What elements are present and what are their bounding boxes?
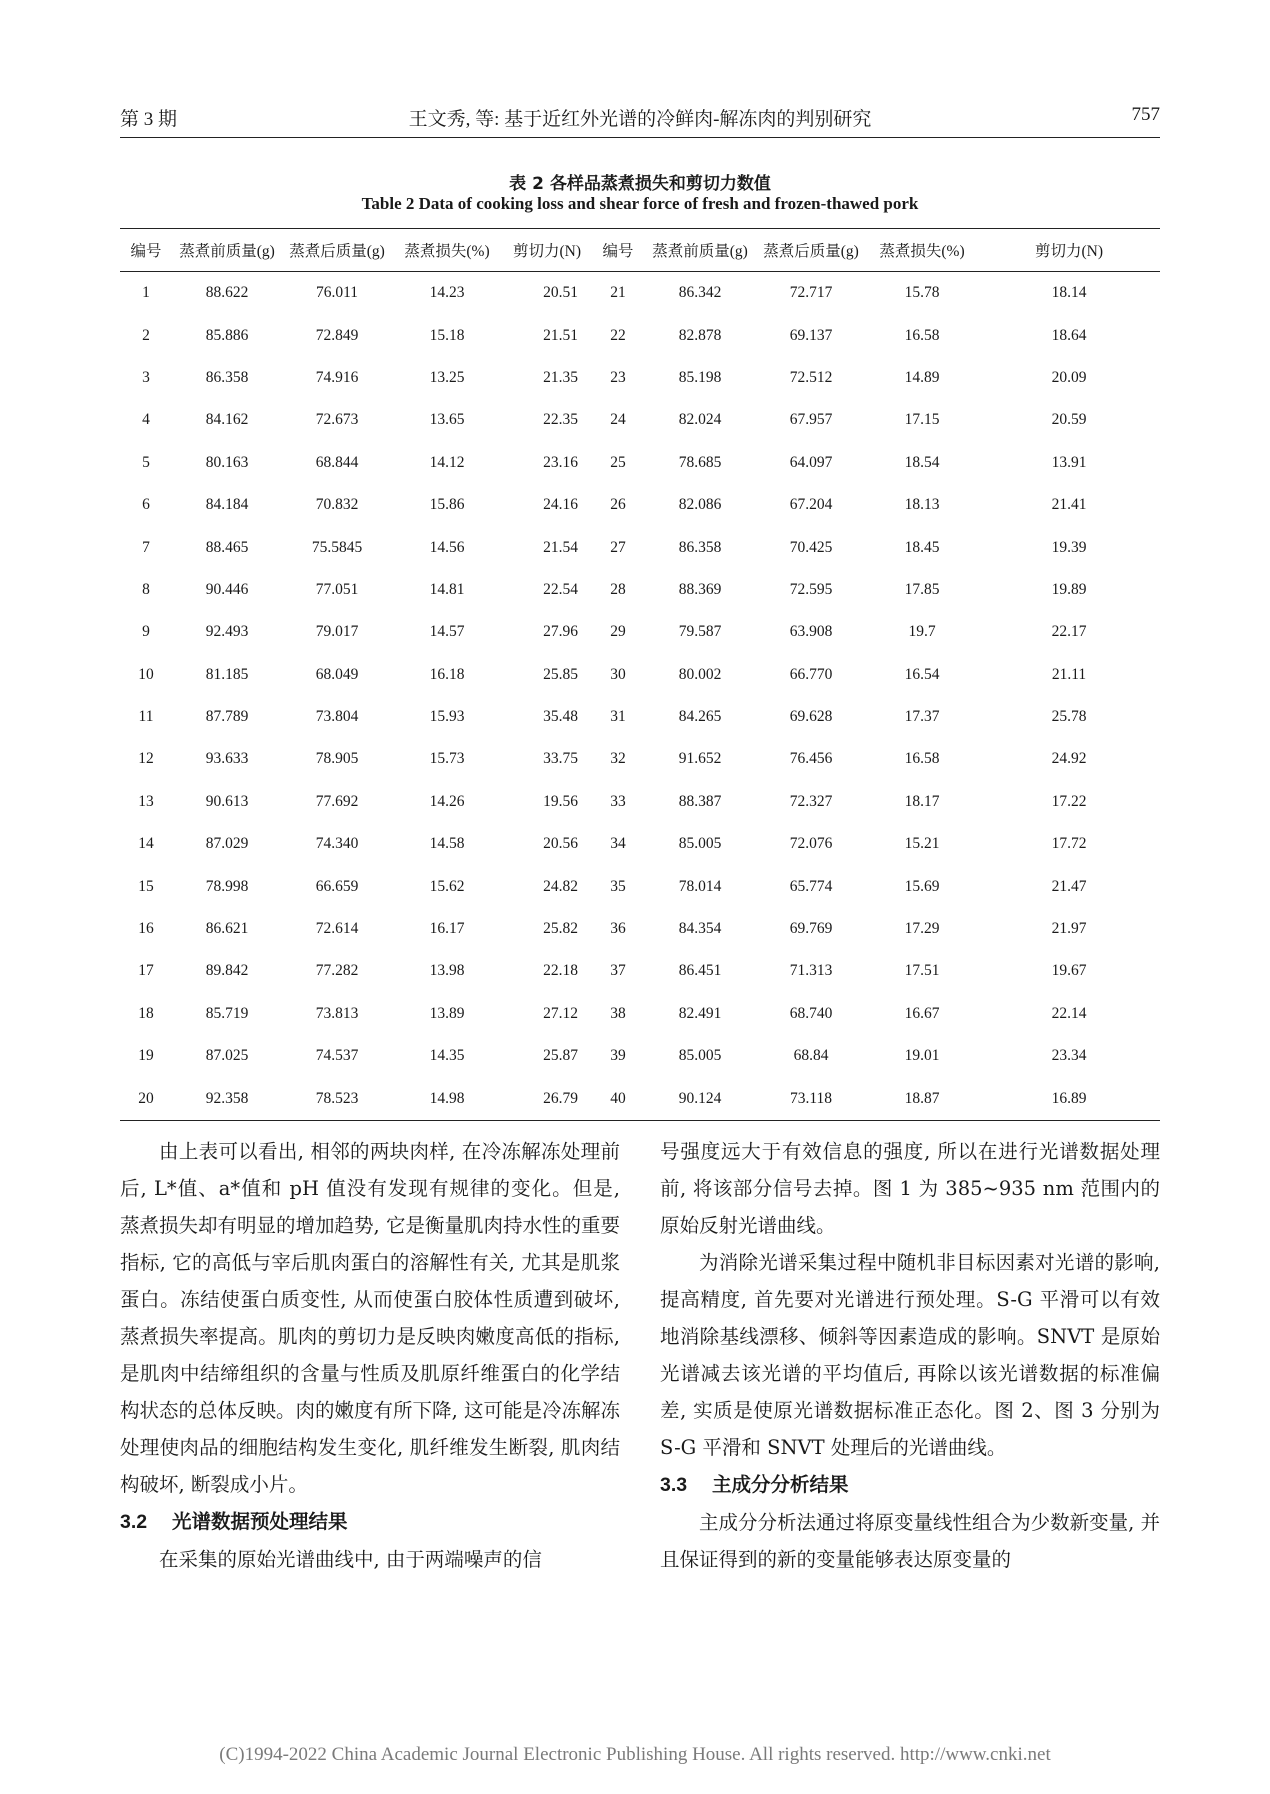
table-cell: 26 [610,496,626,514]
table-cell: 1 [142,284,150,302]
table-row [120,738,1160,780]
table-cell: 13.91 [1051,453,1087,471]
table-cell: 72.717 [789,284,833,302]
table-cell: 25.85 [543,665,578,683]
table-cell: 26.79 [543,1089,578,1107]
table-cell: 20.56 [543,835,578,853]
left-column [120,1133,620,1578]
table-cell: 40 [610,1089,626,1107]
table-cell: 64.097 [789,453,833,471]
table-cell: 25.78 [1051,708,1087,726]
table-cell: 15 [138,877,154,895]
table-row [120,526,1160,568]
running-title: 王文秀, 等: 基于近红外光谱的冷鲜肉-解冻肉的判别研究 [408,109,872,130]
table-cell: 72.673 [315,411,359,429]
table-cell: 74.916 [315,368,359,386]
table-cell: 77.282 [315,962,359,980]
table-cell: 79.587 [678,623,722,641]
table-cell: 15.69 [904,877,940,895]
table-cell: 27 [610,538,626,556]
paragraph: 由上表可以看出, 相邻的两块肉样, 在冷冻解冻处理前后, L*值、a*值和 pH 值没有发现有规律的变化。但是, 蒸煮损失却有明显的增加趋势, 它是衡量肌肉持水性的重要指标, 它的高低与宰后肌肉蛋白的溶解性有关, 尤其是肌浆蛋白。冻结使蛋白质变性, 从而使蛋白胶体性质遭到破坏, 蒸煮损失率提高。肌肉的剪切力是反映肉嫩度高低的指标, 是肌肉中结缔组织的含量与性质及肌原纤维蛋白的化学结构状态的总体反映。肉的嫩度有所下降, 这可能是冷冻解冻处理使肉品的细胞结构发生变化, 肌纤维发生断裂, 肌肉结构破坏, 断裂成小片。 [120,1140,620,1496]
section-heading-3-3 [660,1466,1160,1504]
table-cell: 89.842 [205,962,249,980]
table-cell: 68.844 [315,453,359,471]
table-cell: 86.342 [678,284,722,302]
table-cell: 69.769 [789,920,833,938]
table-cell: 77.051 [315,580,359,598]
table-cell: 22.35 [543,411,578,429]
table-cell: 14.56 [429,538,465,556]
table-cell: 28 [610,580,626,598]
table-cell: 4 [142,411,150,429]
table-row [120,272,1160,315]
table-cell: 17.15 [904,411,940,429]
table-cell: 92.358 [205,1089,249,1107]
table-cell: 15.18 [429,326,465,344]
table-cell: 78.685 [678,453,722,471]
right-column [660,1133,1160,1578]
table-row [120,357,1160,399]
table-cell: 87.789 [205,708,249,726]
table-cell: 22.18 [543,962,578,980]
table-cell: 80.002 [678,665,722,683]
table-cell: 72.849 [315,326,359,344]
table-cell: 85.198 [678,368,722,386]
table-cell: 14.81 [429,580,465,598]
table-cell: 31 [610,708,626,726]
table-cell: 70.425 [789,538,833,556]
table-cell: 8 [142,580,150,598]
table-cell: 14.23 [429,284,465,302]
table-cell: 12 [138,750,154,768]
table-header-row [120,229,1160,272]
table-cell: 35.48 [543,708,578,726]
table-cell: 22 [610,326,626,344]
table-cell: 18.17 [904,792,940,810]
table-cell: 82.491 [678,1004,722,1022]
table-cell: 72.512 [789,368,833,386]
table-cell: 23 [610,368,626,386]
table-cell: 7 [142,538,150,556]
paragraph: 主成分分析法通过将原变量线性组合为少数新变量, 并且保证得到的新的变量能够表达原变量的 [660,1511,1160,1571]
table-cell: 15.21 [904,835,940,853]
table-cell: 84.162 [205,411,249,429]
table-cell: 72.327 [789,792,833,810]
table-cell: 19.67 [1051,962,1087,980]
table-cell: 24 [610,411,626,429]
data-table [120,228,1160,1121]
running-header [120,104,1160,134]
table-cell: 10 [138,665,154,683]
table-cell: 19.01 [904,1047,940,1065]
table-cell: 73.813 [315,1004,359,1022]
table-cell: 14.58 [429,835,465,853]
header-rule [120,137,1160,138]
table-cell: 13.89 [429,1004,465,1022]
table-cell: 23.34 [1051,1047,1087,1065]
table-cell: 34 [610,835,626,853]
table-cell: 22.14 [1051,1004,1087,1022]
section-number: 3.2 [120,1511,148,1533]
table-row [120,442,1160,484]
table-cell: 68.740 [789,1004,833,1022]
table-cell: 17.22 [1051,792,1087,810]
column-header: 蒸煮损失(%) [879,243,965,260]
table-cell: 14.98 [429,1089,465,1107]
table-cell: 17 [138,962,154,980]
table-cell: 72.076 [789,835,833,853]
table-row [120,950,1160,992]
table-cell: 21.97 [1051,920,1087,938]
table-cell: 17.72 [1051,835,1087,853]
paragraph: 在采集的原始光谱曲线中, 由于两端噪声的信 [159,1548,542,1571]
table-cell: 21 [610,284,626,302]
table-cell: 14.89 [904,368,940,386]
table-cell: 9 [142,623,150,641]
table-cell: 38 [610,1004,626,1022]
table-cell: 25.82 [543,920,578,938]
table-cell: 68.049 [315,665,359,683]
table-cell: 19.7 [908,623,936,641]
table-cell: 25 [610,453,626,471]
table-cell: 29 [610,623,626,641]
table-cell: 67.204 [789,496,833,514]
table-row [120,611,1160,653]
table-cell: 13 [138,792,154,810]
section-heading-3-2 [120,1503,620,1541]
table-cell: 85.886 [205,326,249,344]
table-row [120,314,1160,356]
table-cell: 20.59 [1051,411,1087,429]
table-cell: 19.56 [543,792,578,810]
table-cell: 78.905 [315,750,359,768]
table-cell: 32 [610,750,626,768]
table-caption-en: Table 2 Data of cooking loss and shear force of fresh and frozen-thawed pork [361,194,919,213]
table-cell: 93.633 [205,750,249,768]
table-cell: 20.51 [543,284,578,302]
table-cell: 16.58 [904,326,940,344]
table-cell: 15.86 [429,496,465,514]
table-cell: 16.89 [1051,1089,1087,1107]
table-cell: 76.456 [789,750,833,768]
table-cell: 82.086 [678,496,722,514]
table-row [120,781,1160,823]
table-row [120,1035,1160,1077]
table-cell: 15.73 [429,750,465,768]
table-cell: 78.523 [315,1089,359,1107]
table-cell: 86.621 [205,920,249,938]
table-cell: 84.354 [678,920,722,938]
section-number: 3.3 [660,1474,688,1496]
table-cell: 76.011 [315,284,359,302]
table-cell: 75.5845 [311,538,363,556]
table-cell: 73.804 [315,708,359,726]
table-cell: 82.878 [678,326,722,344]
table-cell: 80.163 [205,453,249,471]
table-cell: 65.774 [789,877,833,895]
table-cell: 33 [610,792,626,810]
table-cell: 74.537 [315,1047,359,1065]
table-cell: 21.54 [543,538,578,556]
table-cell: 73.118 [789,1089,833,1107]
table-cell: 85.719 [205,1004,249,1022]
table-row [120,1077,1160,1120]
table-cell: 3 [142,368,150,386]
column-header: 剪切力(N) [1034,243,1104,260]
table-cell: 14.12 [429,453,465,471]
table-cell: 17.37 [904,708,940,726]
table-cell: 72.595 [789,580,833,598]
page-number: 757 [1131,104,1160,125]
table-row [120,654,1160,696]
table-cell: 86.358 [205,368,249,386]
table-cell: 14.35 [429,1047,465,1065]
table-cell: 67.957 [789,411,833,429]
table-cell: 88.369 [678,580,722,598]
issue-number: 第 3 期 [120,109,178,130]
table-cell: 18.87 [904,1089,940,1107]
table-cell: 21.51 [543,326,578,344]
table-cell: 18.45 [904,538,940,556]
table-cell: 16.67 [904,1004,940,1022]
column-header: 蒸煮后质量(g) [763,243,859,260]
table-cell: 23.16 [543,453,578,471]
table-cell: 20.09 [1051,368,1087,386]
table-cell: 19.39 [1051,538,1087,556]
table-cell: 66.659 [315,877,359,895]
table-cell: 15.93 [429,708,465,726]
table-cell: 74.340 [315,835,359,853]
table-cell: 88.387 [678,792,722,810]
table-cell: 92.493 [205,623,249,641]
table-cell: 77.692 [315,792,359,810]
table-cell: 63.908 [789,623,833,641]
table-cell: 90.613 [205,792,249,810]
table-cell: 27.12 [543,1004,578,1022]
table-row [120,484,1160,526]
table-cell: 5 [142,453,150,471]
table-cell: 88.622 [205,284,249,302]
table-cell: 72.614 [315,920,359,938]
table-row [120,399,1160,441]
table-row [120,993,1160,1035]
table-cell: 18.64 [1051,326,1087,344]
table-cell: 24.82 [543,877,578,895]
table-cell: 88.465 [205,538,249,556]
section-title: 光谱数据预处理结果 [172,1510,348,1533]
column-header: 蒸煮损失(%) [404,243,490,260]
table-cell: 19 [138,1047,154,1065]
table-cell: 2 [142,326,150,344]
table-cell: 24.92 [1051,750,1087,768]
table-cell: 13.65 [429,411,465,429]
table-cell: 15.62 [429,877,465,895]
column-header: 蒸煮前质量(g) [179,243,275,260]
table-cell: 84.265 [678,708,722,726]
table-cell: 20 [138,1089,154,1107]
table-cell: 90.446 [205,580,249,598]
column-header: 蒸煮后质量(g) [289,243,385,260]
table-cell: 21.11 [1051,665,1087,683]
table-cell: 14.26 [429,792,465,810]
table-cell: 78.998 [205,877,249,895]
table-row [120,908,1160,950]
table-cell: 69.628 [789,708,833,726]
table-row [120,696,1160,738]
table-cell: 69.137 [789,326,833,344]
column-header: 编号 [130,243,162,260]
table-cell: 36 [610,920,626,938]
table-cell: 30 [610,665,626,683]
table-cell: 37 [610,962,626,980]
table-cell: 21.35 [543,368,578,386]
table-cell: 79.017 [315,623,359,641]
column-header: 剪切力(N) [512,243,582,260]
table-cell: 18.14 [1051,284,1087,302]
table-cell: 86.451 [678,962,722,980]
table-cell: 68.84 [793,1047,829,1065]
table-cell: 18.54 [904,453,940,471]
table-cell: 17.85 [904,580,940,598]
table-cell: 33.75 [543,750,578,768]
paragraph: 为消除光谱采集过程中随机非目标因素对光谱的影响, 提高精度, 首先要对光谱进行预处理。S-G 平滑可以有效地消除基线漂移、倾斜等因素造成的影响。SNVT 是原始光谱减去该光谱的平均值后, 再除以该光谱数据的标准偏差, 实质是使原光谱数据标准正态化。图 2、图 3 分别为 S-G 平滑和 SNVT 处理后的光谱曲线。 [660,1251,1160,1459]
table-cell: 16.54 [904,665,940,683]
table-cell: 13.25 [429,368,465,386]
table-cell: 16.18 [429,665,465,683]
table-cell: 90.124 [678,1089,722,1107]
column-header: 蒸煮前质量(g) [652,243,748,260]
table-cell: 17.29 [904,920,940,938]
table-cell: 39 [610,1047,626,1065]
copyright-footer: (C)1994-2022 China Academic Journal Electronic Publishing House. All rights reserved. http://www.cnki.net [219,1744,1051,1765]
table-cell: 17.51 [904,962,940,980]
table-cell: 22.17 [1051,623,1087,641]
table-body [120,272,1160,1121]
table-cell: 85.005 [678,835,722,853]
table-cell: 16.17 [429,920,465,938]
table-cell: 91.652 [678,750,722,768]
table-cell: 22.54 [543,580,578,598]
table-cell: 71.313 [789,962,833,980]
table-cell: 13.98 [429,962,465,980]
table-cell: 87.029 [205,835,249,853]
table-cell: 27.96 [543,623,578,641]
paragraph: 号强度远大于有效信息的强度, 所以在进行光谱数据处理前, 将该部分信号去掉。图 1 为 385~935 nm 范围内的原始反射光谱曲线。 [660,1140,1160,1237]
table-cell: 70.832 [315,496,359,514]
table-cell: 25.87 [543,1047,578,1065]
table-cell: 6 [142,496,150,514]
table-cell: 19.89 [1051,580,1087,598]
table-row [120,823,1160,865]
table-cell: 66.770 [789,665,833,683]
table-cell: 14 [138,835,154,853]
table-cell: 82.024 [678,411,722,429]
table-cell: 78.014 [678,877,722,895]
table-row [120,569,1160,611]
table-caption-cn: 表 2 各样品蒸煮损失和剪切力数值 [509,174,771,194]
table-cell: 14.57 [429,623,465,641]
table-cell: 24.16 [543,496,578,514]
table-cell: 15.78 [904,284,940,302]
table-cell: 18 [138,1004,154,1022]
column-header: 编号 [602,243,634,260]
table-cell: 16.58 [904,750,940,768]
table-cell: 86.358 [678,538,722,556]
section-title: 主成分分析结果 [712,1473,849,1496]
table-cell: 21.47 [1051,877,1087,895]
table-cell: 16 [138,920,154,938]
table-cell: 81.185 [205,665,249,683]
table-cell: 85.005 [678,1047,722,1065]
table-cell: 11 [138,708,154,726]
table-cell: 35 [610,877,626,895]
table-cell: 18.13 [904,496,940,514]
table-row [120,865,1160,907]
table-cell: 21.41 [1051,496,1087,514]
table-cell: 87.025 [205,1047,249,1065]
table-cell: 84.184 [205,496,249,514]
